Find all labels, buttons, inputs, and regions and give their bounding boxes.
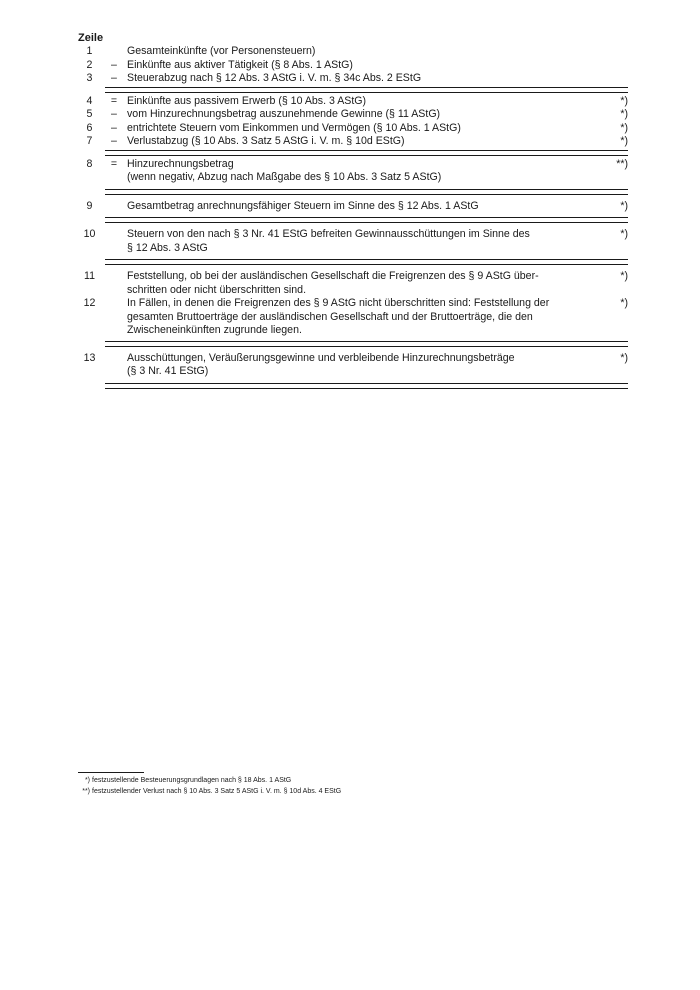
line-text-part: (wenn negativ, Abzug nach Maßgabe des § 10 Abs. 3 Satz 5 AStG) [127, 171, 442, 183]
line-text-part: gesamten Bruttoerträge der ausländischen Gesellschaft und der Bruttoerträge, die den [127, 310, 533, 323]
double-rule [105, 150, 628, 156]
line-text-part: Feststellung, ob bei der ausländischen Gesellschaft die Freigrenzen des § 9 AStG über- [127, 270, 539, 282]
line-text: Einkünfte aus passivem Erwerb (§ 10 Abs. 3 AStG) [127, 94, 367, 107]
line-number: 13 [83, 351, 96, 364]
line-text: entrichtete Steuern vom Einkommen und Vermögen (§ 10 Abs. 1 AStG) [127, 121, 461, 134]
footnotes [78, 772, 341, 797]
table-row [78, 135, 628, 149]
table-row [78, 59, 628, 73]
line-text: Gesamteinkünfte (vor Personensteuern) [127, 45, 316, 57]
footnote-marker: **) [616, 157, 628, 170]
operator: – [111, 121, 117, 134]
footnote-marker: *) [620, 351, 628, 364]
operator: – [111, 72, 117, 84]
line-text-part: Ausschüttungen, Veräußerungsgewinne und verbleibende Hinzurechnungsbeträge [127, 351, 515, 364]
footnote-mark: *) [84, 777, 90, 784]
line-text [127, 270, 608, 297]
table-row [78, 95, 628, 109]
table-row [78, 158, 628, 185]
line-number: 4 [86, 94, 93, 107]
line-text [127, 352, 608, 379]
double-rule [105, 189, 628, 195]
line-text [127, 297, 608, 338]
line-number: 7 [86, 135, 93, 147]
table-row [78, 122, 628, 136]
footnote-marker: *) [620, 270, 628, 282]
line-number: 10 [83, 228, 96, 240]
line-text-part: § 12 Abs. 3 AStG [127, 241, 208, 254]
operator: = [110, 94, 118, 107]
line-text: vom Hinzurechnungsbetrag auszunehmende Gewinne (§ 11 AStG) [127, 108, 441, 120]
footnote-text: festzustellende Besteuerungsgrundlagen nach § 18 Abs. 1 AStG [92, 777, 292, 784]
table-row [78, 108, 628, 122]
footnote-marker: *) [620, 108, 628, 120]
operator: – [111, 135, 117, 147]
line-number: 1 [86, 45, 93, 57]
footnote [78, 786, 341, 797]
footnote-marker: *) [620, 228, 628, 240]
operator: = [110, 157, 118, 170]
double-rule [105, 87, 628, 93]
double-rule [105, 217, 628, 223]
footnote-marker: *) [620, 199, 628, 212]
footnote-marker: *) [620, 121, 628, 134]
table-row [78, 45, 628, 59]
calculation-table [78, 45, 628, 389]
line-number: 8 [86, 157, 93, 170]
operator: – [111, 58, 117, 71]
line-number: 5 [86, 108, 93, 120]
double-rule [105, 383, 628, 389]
footnote [78, 775, 341, 786]
table-row [78, 200, 628, 214]
line-text-part: schritten oder nicht überschritten sind. [127, 283, 307, 296]
footnote-marker: *) [620, 297, 628, 309]
footnote-marker: *) [620, 94, 628, 107]
line-number: 12 [83, 297, 96, 309]
table-row [78, 72, 628, 86]
footnote-marker: *) [620, 135, 628, 147]
table-row [78, 297, 628, 338]
line-text [127, 228, 608, 255]
footnote-mark: **) [82, 788, 90, 795]
line-number: 9 [86, 199, 93, 212]
line-text-part: (§ 3 Nr. 41 EStG) [127, 365, 209, 377]
line-number: 6 [86, 121, 93, 134]
line-text-part: Hinzurechnungsbetrag [127, 157, 234, 170]
operator: – [111, 108, 117, 120]
line-text [127, 158, 608, 185]
table-row [78, 228, 628, 255]
line-text-part: In Fällen, in denen die Freigrenzen des § 9 AStG nicht überschritten sind: Feststellung der [127, 297, 550, 309]
line-text: Einkünfte aus aktiver Tätigkeit (§ 8 Abs. 1 AStG) [127, 58, 353, 71]
double-rule [105, 259, 628, 265]
line-number: 11 [84, 270, 95, 282]
line-number: 3 [86, 72, 93, 84]
line-text: Steuerabzug nach § 12 Abs. 3 AStG i. V. m. § 34c Abs. 2 EStG [127, 72, 422, 84]
footnote-divider [78, 772, 144, 773]
line-text: Gesamtbetrag anrechnungsfähiger Steuern im Sinne des § 12 Abs. 1 AStG [127, 199, 479, 212]
line-number: 2 [86, 58, 93, 71]
table-row [78, 352, 628, 379]
column-header-zeile: Zeile [78, 32, 104, 44]
line-text-part: Steuern von den nach § 3 Nr. 41 EStG befreiten Gewinnausschüttungen im Sinne des [127, 228, 530, 240]
line-text-part: Zwischeneinkünften zugrunde liegen. [127, 324, 302, 336]
footnote-text: festzustellender Verlust nach § 10 Abs. 3 Satz 5 AStG i. V. m. § 10d Abs. 4 EStG [92, 788, 342, 795]
double-rule [105, 341, 628, 347]
line-text: Verlustabzug (§ 10 Abs. 3 Satz 5 AStG i. V. m. § 10d EStG) [127, 135, 405, 147]
table-row [78, 270, 628, 297]
